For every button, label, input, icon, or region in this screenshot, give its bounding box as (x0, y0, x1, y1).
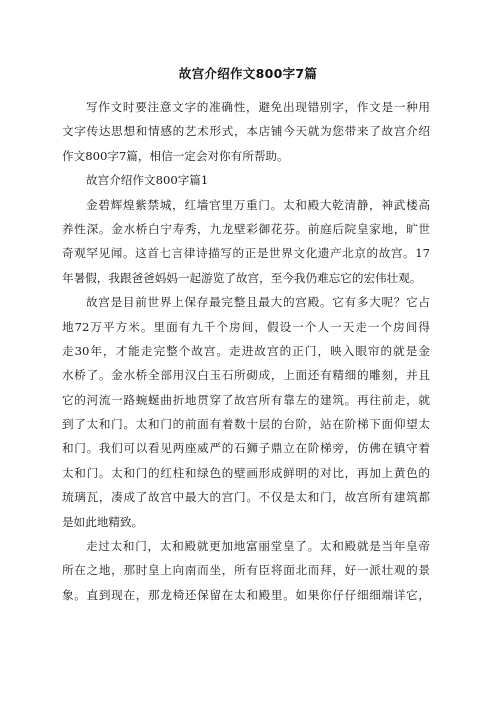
body-line: 到了太和门。太和门的前面有着数十层的台阶，站在阶梯下面仰望太 (62, 417, 430, 432)
body-line: 年暑假，我跟爸爸妈妈一起游览了故宫，至今我仍难忘它的宏伟壮观。 (62, 270, 422, 285)
body-line: 文字传达思想和情感的艺术形式，本店铺今天就为您带来了故宫介绍 (62, 124, 430, 139)
body-line: 写作文时要注意文字的准确性，避免出现错别字，作文是一种用 (86, 100, 430, 114)
body-line: 琉璃瓦，凑成了故宫中最大的宫门。不仅是太和门，故宫所有建筑都 (62, 490, 430, 505)
body-line: 故宫是目前世界上保存最完整且最大的宫殿。它有多大呢？它占 (86, 295, 430, 310)
body-line: 故宫介绍作文800字篇1 (86, 173, 209, 188)
body-line: 它的河流一路蜿蜒曲折地贯穿了故宫所有靠左的建筑。再往前走，就 (62, 392, 430, 407)
body-line: 象。直到现在，那龙椅还保留在太和殿里。如果你仔仔细细端详它， (62, 587, 430, 602)
document-title: 故宫介绍作文800字7篇 (178, 66, 318, 81)
body-line: 是如此地精致。 (62, 514, 144, 529)
body-line: 走过太和门，太和殿就更加地富丽堂皇了。太和殿就是当年皇帝 (86, 539, 430, 554)
body-line: 金碧辉煌紫禁城，红墙官里万重门。太和殿大乾清静，神武楼高 (86, 197, 430, 212)
body-line: 和门。我们可以看见两座威严的石狮子鼎立在阶梯旁，仿佛在镇守着 (62, 441, 430, 456)
body-line: 太和门。太和门的红柱和绿色的壁画形成鲜明的对比，再加上黄色的 (62, 465, 430, 480)
body-line: 奇观罕见闻。这首七言律诗描写的正是世界文化遗产北京的故宫。17 (62, 246, 430, 261)
body-line: 水桥了。金水桥全部用汉白玉石所砌成，上面还有精细的雕刻，并且 (62, 368, 430, 383)
document-body (62, 95, 430, 607)
body-line: 所在之地，那时皇上向南而坐，所有臣将面北而拜，好一派壮观的景 (62, 563, 430, 578)
body-line: 走30年，才能走完整个故宫。走进故宫的正门，映入眼帘的就是金 (62, 343, 430, 358)
body-line: 地72万平方米。里面有九千个房间，假设一个人一天走一个房间得 (62, 319, 430, 334)
body-line: 养性深。金水桥白宁寿秀，九龙壁彩御花芬。前庭后院皇家地，旷世 (62, 221, 430, 236)
body-line: 作文800字7篇，相信一定会对你有所帮助。 (62, 148, 289, 163)
